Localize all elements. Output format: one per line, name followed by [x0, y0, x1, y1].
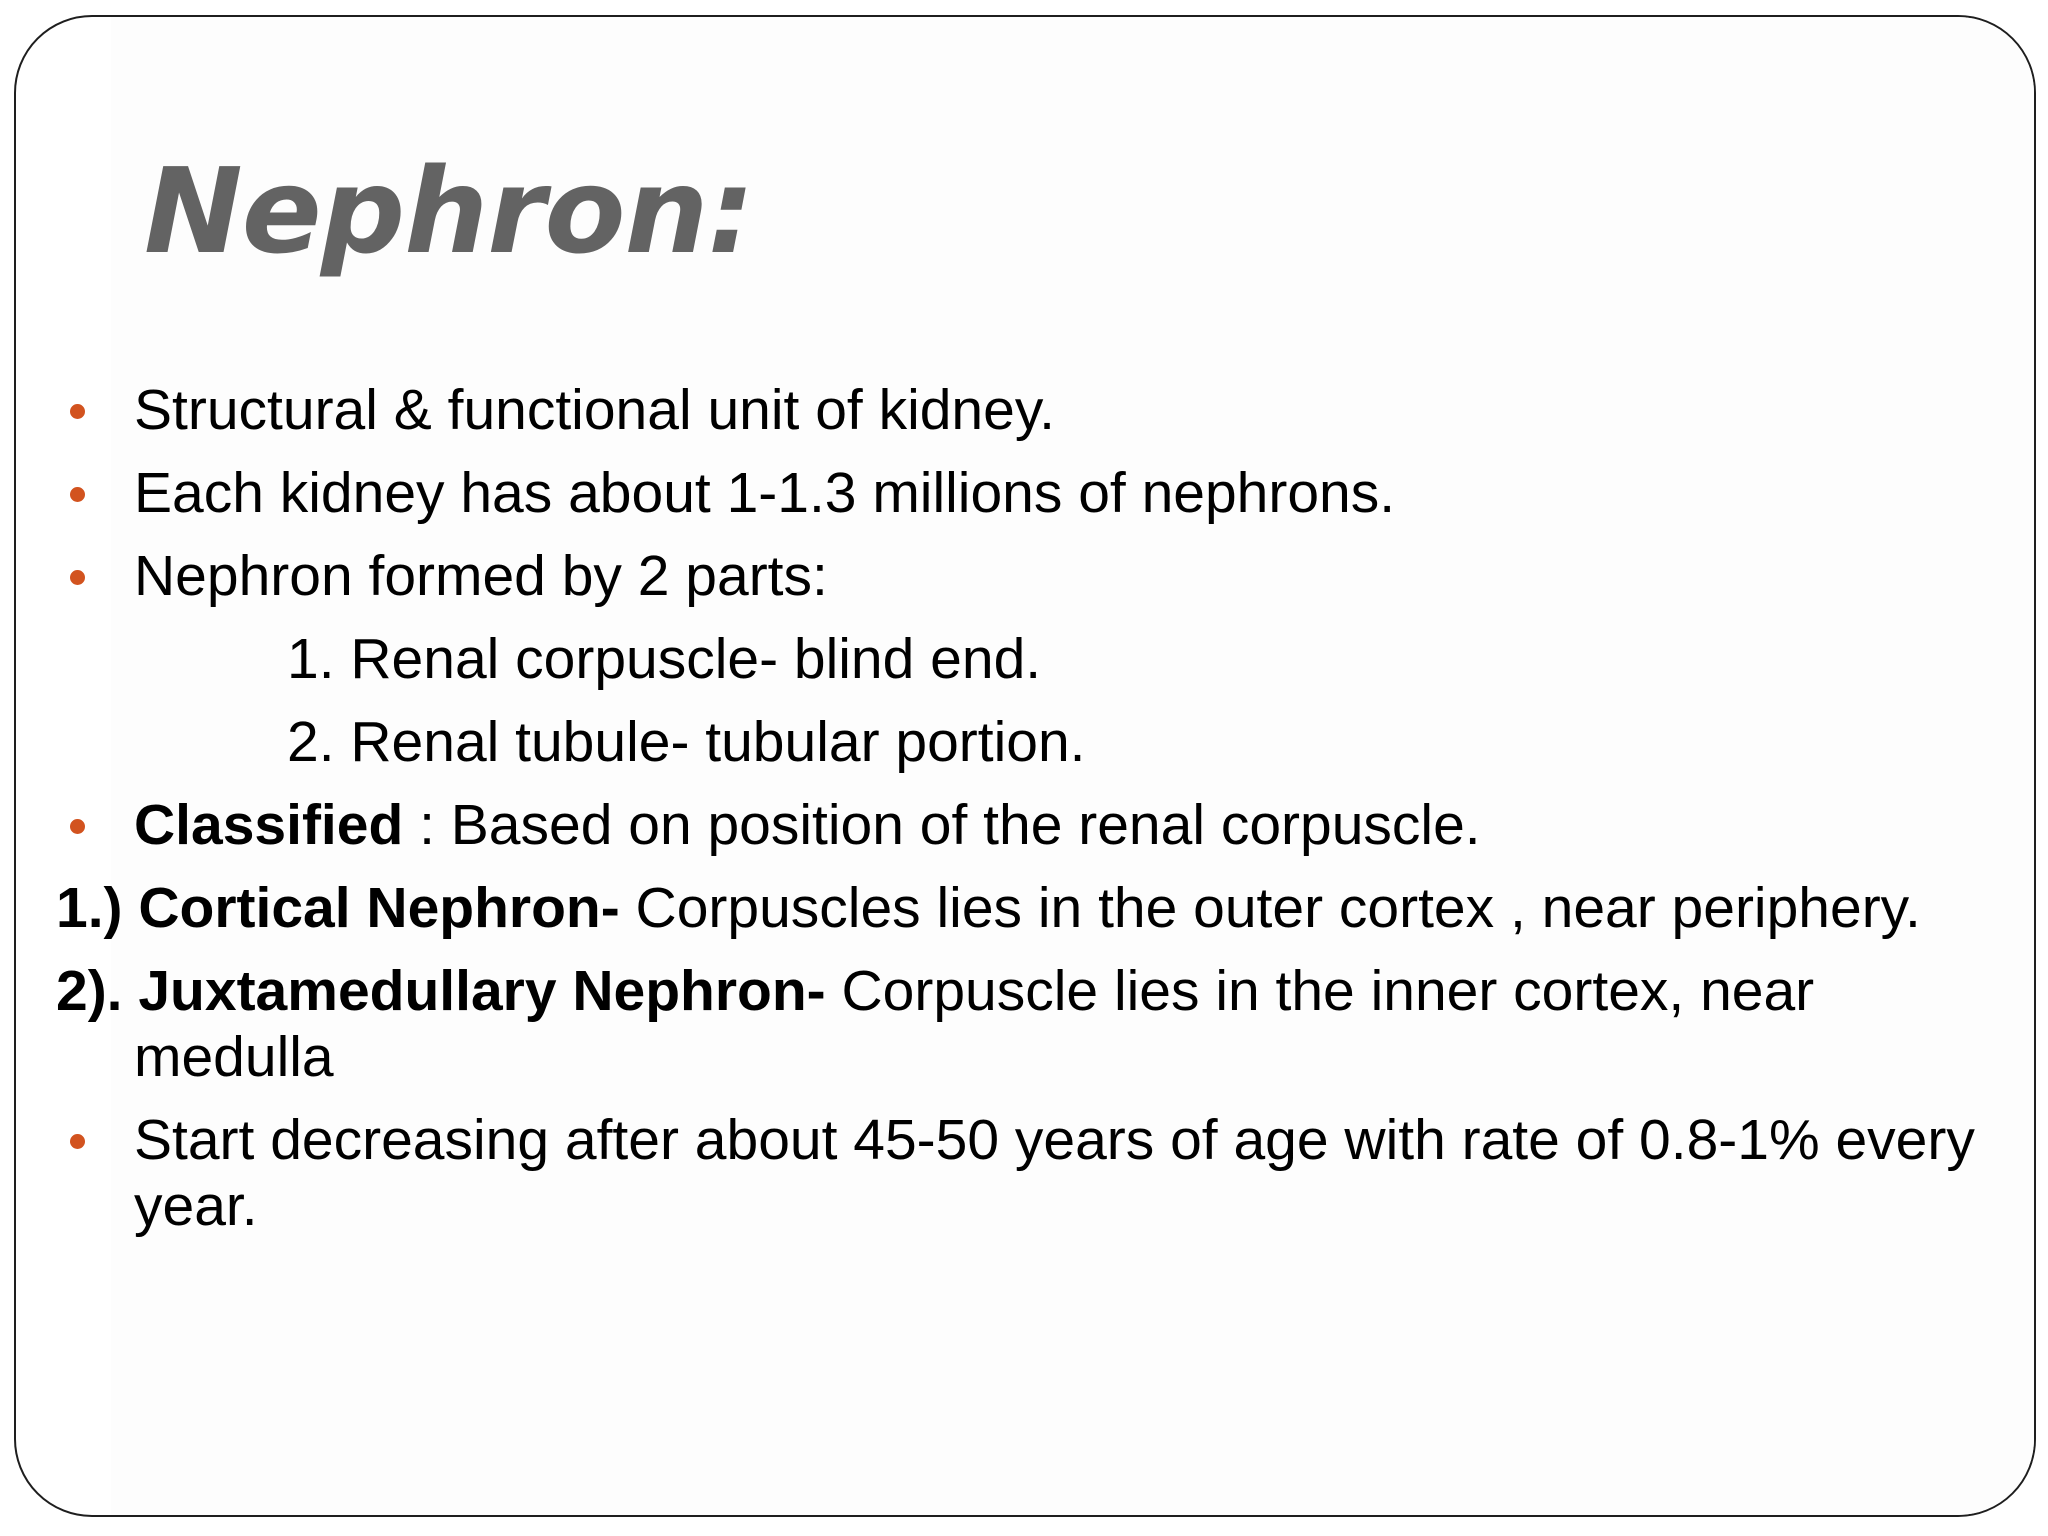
bullet-dot-icon: [70, 1134, 85, 1149]
bullet-item-classified: [56, 792, 2006, 858]
bullet-item: [56, 543, 2006, 609]
bullet-dot-icon: [70, 819, 85, 834]
slide-title: Nephron:: [144, 142, 754, 280]
nephron-type-label: 1.) Cortical Nephron-: [56, 876, 620, 940]
bullet-text: Start decreasing after about 45-50 years of age with rate of 0.8-1% every year.: [134, 1108, 1975, 1238]
classified-label: Classified: [134, 793, 404, 857]
bullet-dot-icon: [70, 487, 85, 502]
bullet-dot-icon: [70, 404, 85, 419]
bullet-text: Structural & functional unit of kidney.: [134, 378, 1055, 442]
classified-text: : Based on position of the renal corpuscle.: [403, 793, 1481, 857]
slide-body: [56, 377, 2006, 1256]
nephron-type-item: [56, 958, 2006, 1090]
bullet-text: Each kidney has about 1-1.3 millions of nephrons.: [134, 461, 1396, 525]
part-text: 2. Renal tubule- tubular portion.: [287, 710, 1086, 774]
part-text: 1. Renal corpuscle- blind end.: [287, 627, 1042, 691]
nephron-type-item: [56, 875, 2006, 941]
bullet-item: [56, 1107, 2006, 1239]
nephron-type-label: 2). Juxtamedullary Nephron-: [56, 959, 826, 1023]
part-item: [56, 709, 2006, 775]
bullet-item: [56, 377, 2006, 443]
slide: [14, 15, 2036, 1517]
nephron-type-text: Corpuscles lies in the outer cortex , near periphery.: [619, 876, 1921, 940]
part-item: [56, 626, 2006, 692]
bullet-text: Nephron formed by 2 parts:: [134, 544, 828, 608]
bullet-item: [56, 460, 2006, 526]
nephron-type-text: Corpuscle lies in the inner cortex, near medulla: [134, 959, 1815, 1089]
bullet-dot-icon: [70, 570, 85, 585]
